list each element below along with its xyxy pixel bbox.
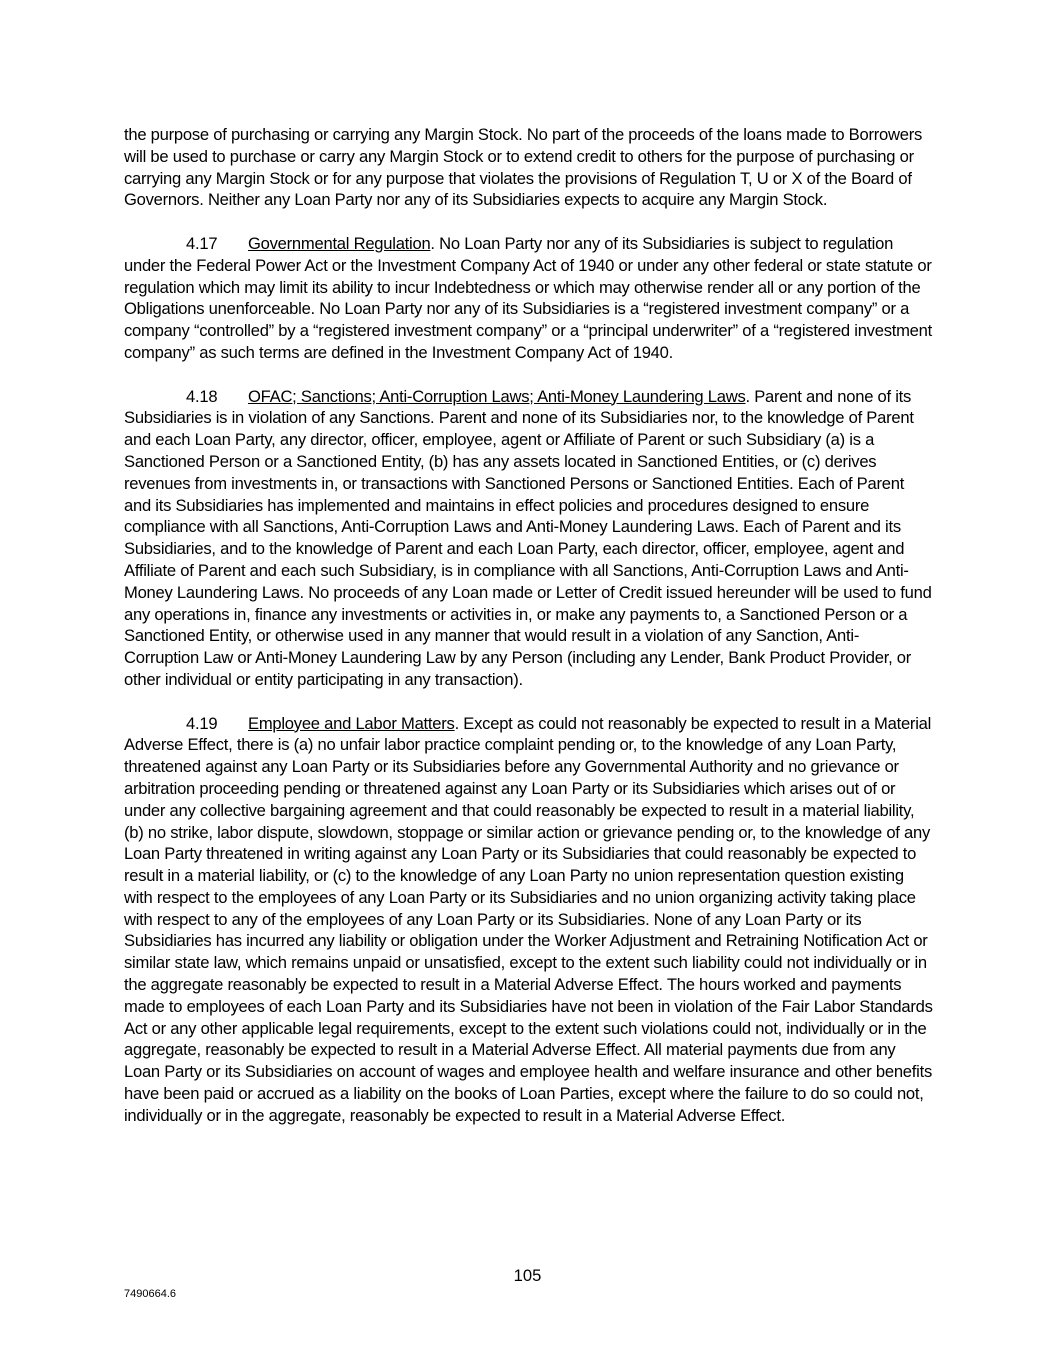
- continuation-paragraph: the purpose of purchasing or carrying any Margin Stock. No part of the proceeds of the loans made to Borrowers will be used to purchase or carry any Margin Stock or to extend credit to others for the purpose of purchasing or carrying any Margin Stock or for any purpose that violates the provisions of Regulation T, U or X of the Board of Governors. Neither any Loan Party nor any of its Subsidiaries expects to acquire any Margin Stock.: [124, 125, 923, 210]
- section-text: . Parent and none of its Subsidiaries is in violation of any Sanctions. Parent and none of its Subsidiaries nor, to the knowledge of Parent and each Loan Party, any director, officer, employee, agent or Affiliate of Parent or such Subsidiary (a) is a Sanctioned Person or a Sanctioned Entity, (b) has any assets located in Sanctioned Entities, or (c) derives revenues from investments in, or transactions with Sanctioned Persons or Sanctioned Entities. Each of Parent and its Subsidiaries has implemented and maintains in effect policies and procedures designed to ensure compliance with all Sanctions, Anti-Corruption Laws and Anti-Money Laundering Laws. Each of Parent and its Subsidiaries, and to the knowledge of Parent and each Loan Party, each director, officer, employee, agent and Affiliate of Parent and each such Subsidiary, is in compliance with all Sanctions, Anti-Corruption Laws and Anti-Money Laundering Laws. No proceeds of any Loan made or Letter of Credit issued hereunder will be used to fund any operations in, finance any investments or activities in, or make any payments to, a Sanctioned Person or a Sanctioned Entity, or otherwise used in any manner that would result in a violation of any Sanction, Anti-Corruption Law or Anti-Money Laundering Law by any Person (including any Lender, Bank Product Provider, or other individual or entity participating in any transaction).: [124, 386, 932, 689]
- section-4-18: [124, 386, 934, 691]
- section-title: Governmental Regulation: [248, 233, 431, 253]
- section-text: . Except as could not reasonably be expected to result in a Material Adverse Effect, there is (a) no unfair labor practice complaint pending or, to the knowledge of any Loan Party, threatened against any Loan Party or its Subsidiaries before any Governmental Authority and no grievance or arbitration proceeding pending or threatened against any Loan Party or its Subsidiaries which arises out of or under any collective bargaining agreement and that could reasonably be expected to result in a material liability, (b) no strike, labor dispute, slowdown, stoppage or similar action or grievance pending or, to the knowledge of any Loan Party threatened in writing against any Loan Party or its Subsidiaries that could reasonably be expected to result in a material liability, or (c) to the knowledge of any Loan Party no union representation question existing with respect to the employees of any Loan Party or its Subsidiaries and no union organizing activity taking place with respect to any of the employees of any Loan Party or its Subsidiaries. None of any Loan Party or its Subsidiaries has incurred any liability or obligation under the Worker Adjustment and Retraining Notification Act or similar state law, which remains unpaid or unsatisfied, except to the extent such liability could not individually or in the aggregate reasonably be expected to result in a Material Adverse Effect. The hours worked and payments made to employees of each Loan Party and its Subsidiaries have not been in violation of the Fair Labor Standards Act or any other applicable legal requirements, except to the extent such violations could not, individually or in the aggregate, reasonably be expected to result in a Material Adverse Effect. All material payments due from any Loan Party or its Subsidiaries on account of wages and employee health and welfare insurance and other benefits have been paid or accrued as a liability on the books of Loan Parties, except where the failure to do so could not, individually or in the aggregate, reasonably be expected to result in a Material Adverse Effect.: [124, 713, 933, 1125]
- page-number: 105: [513, 1266, 542, 1285]
- section-4-17: [124, 233, 934, 364]
- section-title: Employee and Labor Matters: [248, 713, 455, 733]
- section-number: 4.18: [186, 386, 218, 406]
- document-body: [124, 124, 934, 1148]
- section-number: 4.17: [186, 233, 218, 253]
- document-id: 7490664.6: [124, 1288, 176, 1300]
- section-4-19: [124, 713, 934, 1127]
- section-text: . No Loan Party nor any of its Subsidiaries is subject to regulation under the Federal Power Act or the Investment Company Act of 1940 or under any other federal or state statute or regulation which may limit its ability to incur Indebtedness or which may otherwise render all or any portion of the Obligations unenforceable. No Loan Party nor any of its Subsidiaries is a “registered investment company” or a company “controlled” by a “registered investment company” or a “principal underwriter” of a “registered investment company” as such terms are defined in the Investment Company Act of 1940.: [124, 233, 932, 362]
- section-title: OFAC; Sanctions; Anti-Corruption Laws; Anti-Money Laundering Laws: [248, 386, 746, 406]
- section-number: 4.19: [186, 713, 218, 733]
